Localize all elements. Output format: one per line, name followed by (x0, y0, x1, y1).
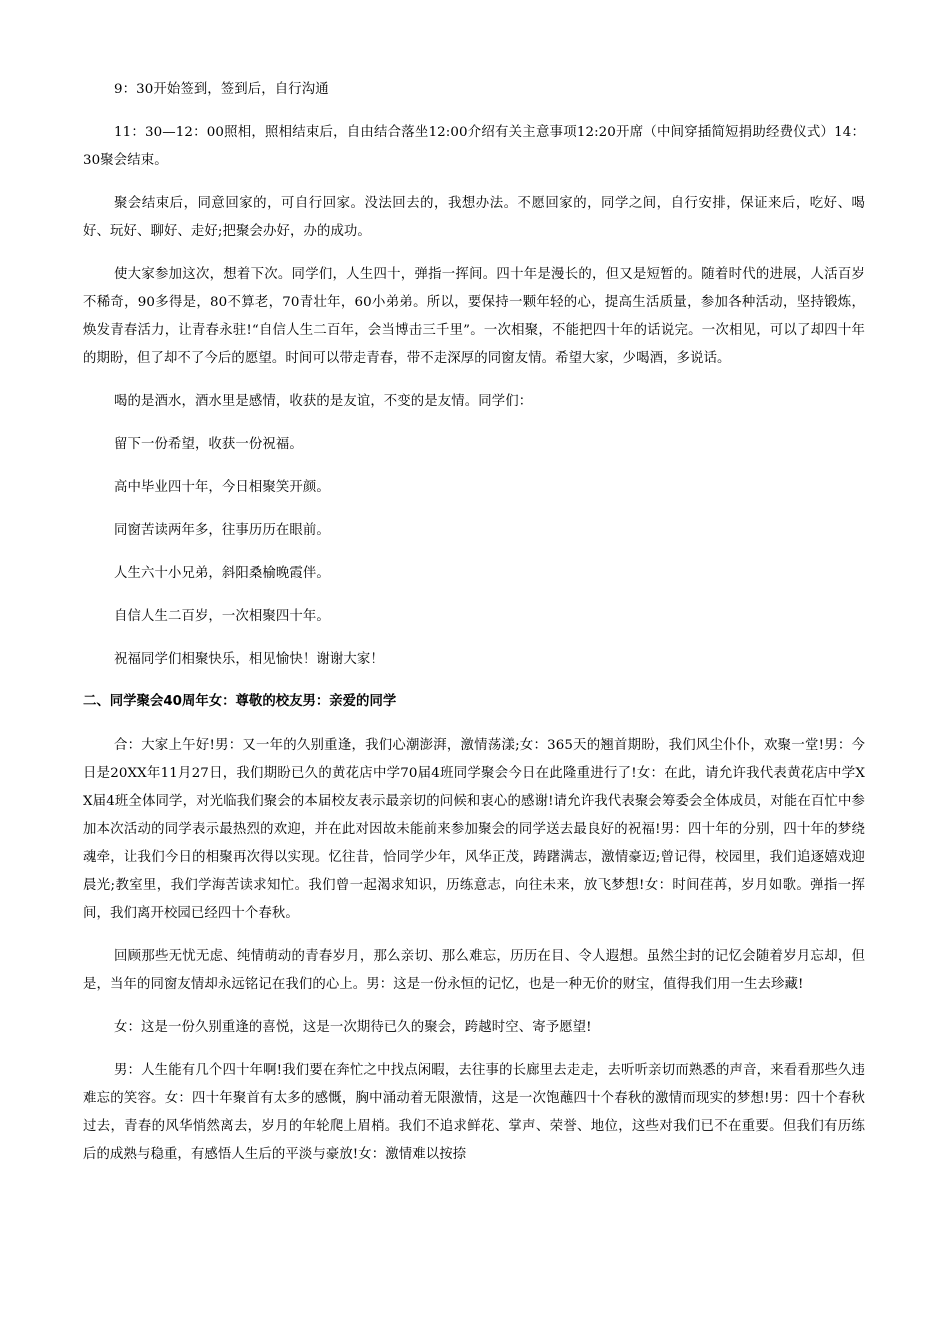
paragraph-forty-years-dialogue: 男：人生能有几个四十年啊!我们要在奔忙之中找点闲暇，去往事的长廊里去走走，去听听亲切而熟悉的声音，来看看那些久违难忘的笑容。女：四十年聚首有太多的感慨，胸中涌动着无限激情，这是一次饱蘸四十个春秋的激情而现实的梦想!男：四十个春秋过去，青春的风华悄然离去，岁月的年轮爬上眉梢。我们不追求鲜花、掌声、荣誉、地位，这些对我们已不在重要。但我们有历练后的成熟与稳重，有感悟人生后的平淡与豪放!女：激情难以按捺 (83, 1063, 865, 1162)
paragraph-after-party: 聚会结束后，同意回家的，可自行回家。没法回去的，我想办法。不愿回家的，同学之间，自行安排，保证来后，吃好、喝好、玩好、聊好、走好;把聚会办好，办的成功。 (83, 196, 865, 239)
paragraph-opening-dialogue: 合：大家上午好!男：又一年的久别重逢，我们心潮澎湃，激情荡漾;女：365天的翘首期盼，我们风尘仆仆，欢聚一堂!男：今日是20XX年11月27日，我们期盼已久的黄花店中学70届4班同学聚会今日在此隆重进行了!女：在此，请允许我代表黄花店中学XX届4班全体同学，对光临我们聚会的本届校友表示最亲切的问候和衷心的感谢!请允许我代表聚会筹委会全体成员，对能在百忙中参加本次活动的同学表示最热烈的欢迎，并在此对因故未能前来参加聚会的同学送去最良好的祝福!男：四十年的分别，四十年的梦绕魂牵，让我们今日的相聚再次得以实现。忆往昔，恰同学少年，风华正茂，踌躇满志，激情豪迈;曾记得，校园里，我们追逐嬉戏迎晨光;教室里，我们学海苦读求知忙。我们曾一起渴求知识，历练意志，向往未来，放飞梦想!女：时间荏苒，岁月如歌。弹指一挥间，我们离开校园已经四十个春秋。 (83, 738, 865, 921)
paragraph-reunion-joy: 女：这是一份久别重逢的喜悦，这是一次期待已久的聚会，跨越时空、寄予愿望! (114, 1020, 592, 1035)
paragraph-schedule: 11：30—12：00照相，照相结束后，自由结合落坐12:00介绍有关主意事项12:20开席（中间穿插简短捐助经费仪式）14：30聚会结束。 (83, 125, 865, 168)
section-heading: 二、同学聚会40周年女：尊敬的校友男：亲爱的同学 (83, 694, 397, 709)
poem-line-3: 同窗苦读两年多，往事历历在眼前。 (114, 523, 330, 538)
paragraph-toast: 喝的是酒水，酒水里是感情，收获的是友谊，不变的是友情。同学们： (114, 394, 533, 409)
paragraph-signin: 9：30开始签到，签到后，自行沟通 (114, 82, 329, 97)
document-page (83, 76, 865, 1184)
paragraph-closing: 祝福同学们相聚快乐，相见愉快！谢谢大家！ (114, 652, 384, 667)
paragraph-memories: 回顾那些无忧无虑、纯情萌动的青春岁月，那么亲切、那么难忘，历历在目、令人遐想。虽然尘封的记忆会随着岁月忘却，但是，当年的同窗友情却永远铭记在我们的心上。男：这是一份永恒的记忆，也是一种无价的财宝，值得我们用一生去珍藏! (83, 949, 865, 992)
poem-line-5: 自信人生二百岁，一次相聚四十年。 (114, 609, 330, 624)
poem-line-2: 高中毕业四十年，今日相聚笑开颜。 (114, 480, 330, 495)
paragraph-forty-years: 使大家参加这次，想着下次。同学们，人生四十，弹指一挥间。四十年是漫长的，但又是短暂的。随着时代的进展，人活百岁不稀奇，90多得是，80不算老，70青壮年，60小弟弟。所以，要保持一颗年轻的心，提高生活质量，参加各种活动，坚持锻炼，焕发青春活力，让青春永驻!“自信人生二百年，会当博击三千里”。一次相聚，不能把四十年的话说完。一次相见，可以了却四十年的期盼，但了却不了今后的愿望。时间可以带走青春，带不走深厚的同窗友情。希望大家，少喝酒，多说话。 (83, 267, 865, 366)
poem-line-1: 留下一份希望，收获一份祝福。 (114, 437, 303, 452)
poem-line-4: 人生六十小兄弟，斜阳桑榆晚霞伴。 (114, 566, 330, 581)
